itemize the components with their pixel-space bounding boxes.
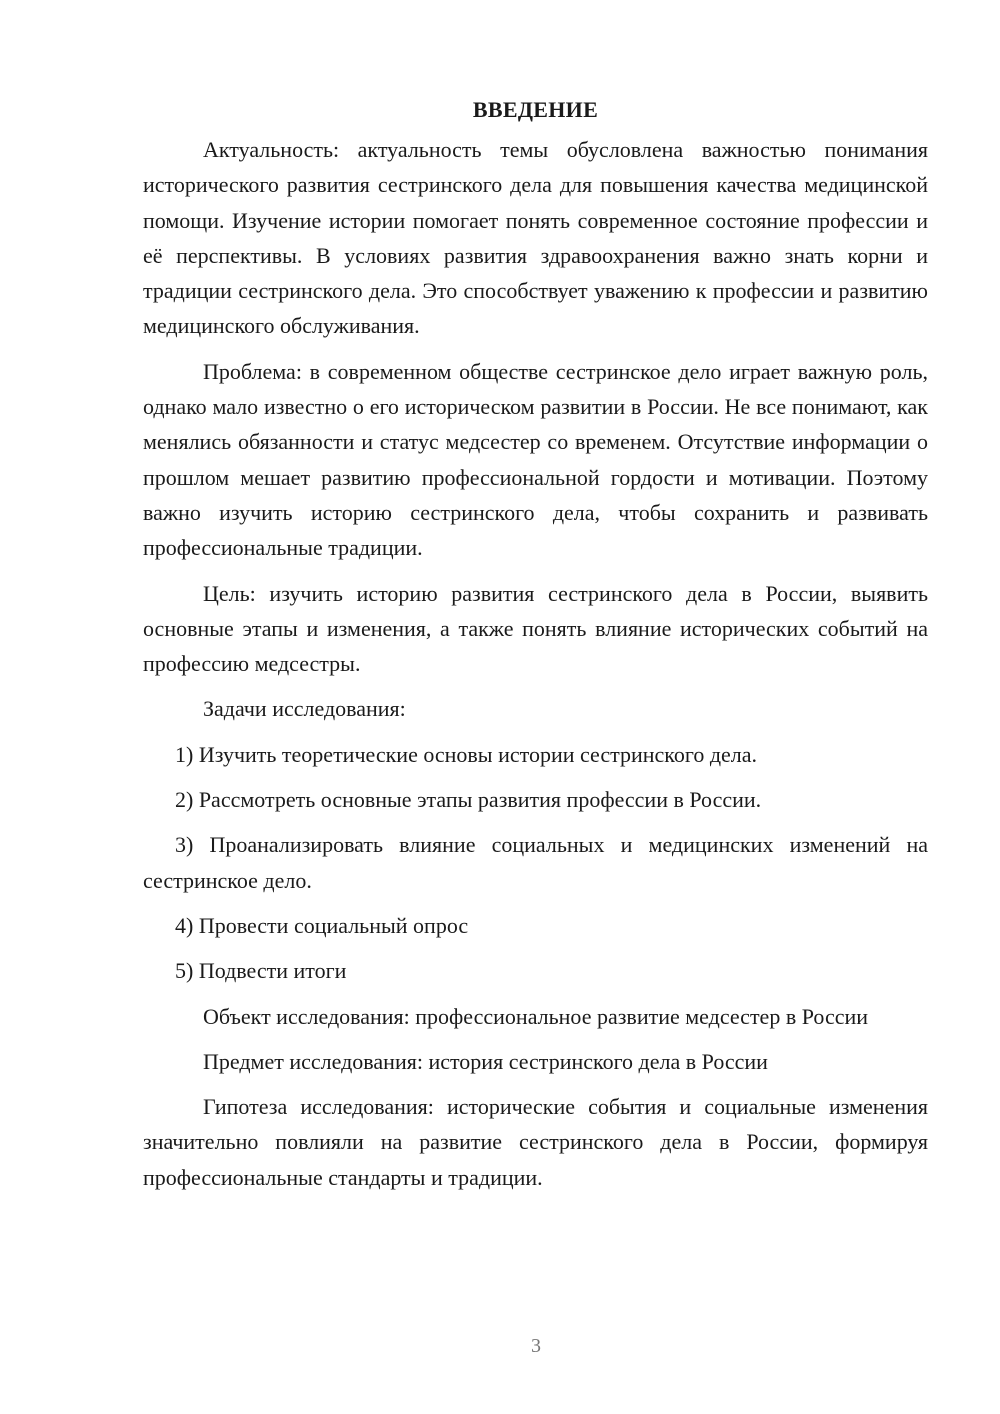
section-heading: ВВЕДЕНИЕ xyxy=(472,97,599,122)
task-item-4: 4) Провести социальный опрос xyxy=(175,912,469,938)
paragraph-object: Объект исследования: профессиональное развитие медсестер в России xyxy=(203,1003,869,1029)
paragraph-hypothesis: Гипотеза исследования: исторические события и социальные изменения значительно повлияли на развитие сестринского дела в России, формируя профессиональные стандарты и традиции. xyxy=(143,1094,928,1190)
paragraph-subject: Предмет исследования: история сестринского дела в России xyxy=(203,1048,768,1074)
paragraph-tasks-title: Задачи исследования: xyxy=(203,696,406,722)
task-item-5: 5) Подвести итоги xyxy=(175,958,347,984)
paragraph-goal: Цель: изучить историю развития сестринского дела в России, выявить основные этапы и изменения, а также понять влияние исторических событий на профессию медсестры. xyxy=(143,580,928,677)
page-number: 3 xyxy=(531,1335,541,1357)
task-item-2: 2) Рассмотреть основные этапы развития профессии в России. xyxy=(175,787,762,813)
task-item-1: 1) Изучить теоретические основы истории сестринского дела. xyxy=(175,741,758,767)
paragraph-problem: Проблема: в современном обществе сестринское дело играет важную роль, однако мало известно о его историческом развитии в России. Не все понимают, как менялись обязанности и статус медсестер со временем. Отсутствие информации о прошлом мешает развитию профессиональной гордости и мотивации. Поэтому важно изучить историю сестринского дела, чтобы сохранить и развивать профессиональные традиции. xyxy=(143,358,928,561)
page-content xyxy=(143,96,928,1205)
paragraph-relevance: Актуальность: актуальность темы обусловлена важностью понимания исторического развития сестринского дела для повышения качества медицинской помощи. Изучение истории помогает понять современное состояние профессии и её перспективы. В условиях развития здравоохранения важно знать корни и традиции сестринского дела. Это способствует уважению к профессии и развитию медицинского обслуживания. xyxy=(143,137,928,339)
task-item-3: 3) Проанализировать влияние социальных и медицинских изменений на сестринское дело. xyxy=(143,832,928,893)
